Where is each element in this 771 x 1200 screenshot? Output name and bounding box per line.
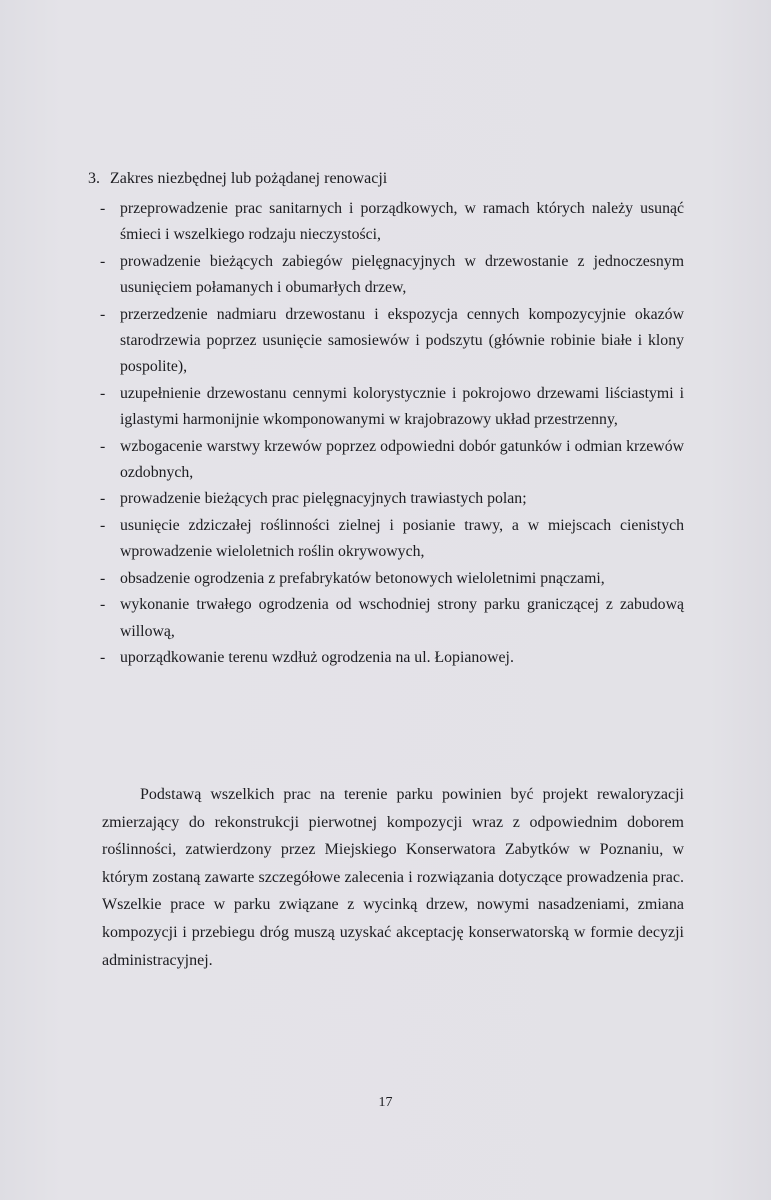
list-dash: - — [100, 200, 106, 217]
list-dash: - — [100, 305, 106, 323]
list-item — [100, 196, 684, 249]
list-item-text: prowadzenie bieżących prac pielęgnacyjnych trawiastych polan; — [120, 490, 527, 508]
list-dash: - — [100, 437, 106, 455]
list-item-text: przeprowadzenie prac sanitarnych i porządkowych, w ramach których należy usunąć śmieci i wszelkiego rodzaju nieczystości, — [120, 200, 684, 244]
list-item — [100, 592, 684, 645]
body-paragraph: Podstawą wszelkich prac na terenie parku powinien być projekt rewaloryzacji zmierzający do rekonstrukcji pierwotnej kompozycji wraz z odpowiednim doborem roślinności, zatwierdzony przez Miejskiego Konserwatora Zabytków w Poznaniu, w którym zostaną zawarte szczegółowe zalecenia i rozwiązania dotyczące prowadzenia prac. Wszelkie prace w parku związane z wycinką drzew, nowymi nasadzeniami, zmiana kompozycji i przebiegu dróg muszą uzyskać akceptację konserwatorską w formie decyzji administracyjnej. — [102, 786, 684, 969]
section-title: Zakres niezbędnej lub pożądanej renowacji — [110, 170, 388, 187]
list-dash: - — [100, 252, 106, 270]
list-dash: - — [100, 648, 106, 666]
list-item-text: wzbogacenie warstwy krzewów poprzez odpowiedni dobór gatunków i odmian krzewów ozdobnych, — [120, 437, 684, 482]
list-item — [100, 486, 684, 512]
list-item-text: uporządkowanie terenu wzdłuż ogrodzenia na ul. Łopianowej. — [120, 648, 514, 666]
section-number: 3. — [88, 170, 100, 187]
list-dash: - — [100, 384, 106, 402]
list-item-text: przerzedzenie nadmiaru drzewostanu i ekspozycja cennych kompozycyjnie okazów starodrzewia poprzez usunięcie samosiewów i podszytu (głównie robinie białe i klony pospolite), — [120, 305, 684, 376]
list-dash: - — [100, 569, 106, 587]
list-item-text: prowadzenie bieżących zabiegów pielęgnacyjnych w drzewostanie z jednoczesnym usunięciem połamanych i obumarłych drzew, — [120, 252, 684, 297]
list-item — [100, 249, 684, 302]
list-item-text: wykonanie trwałego ogrodzenia od wschodniej strony parku graniczącej z zabudową willową, — [120, 596, 684, 640]
list-item-text: uzupełnienie drzewostanu cennymi kolorystycznie i pokrojowo drzewami liściastymi i iglastymi harmonijnie wkomponowanymi w krajobrazowy układ przestrzenny, — [120, 384, 684, 429]
page-number: 17 — [378, 1095, 393, 1110]
list-dash: - — [100, 596, 106, 614]
list-dash: - — [100, 490, 106, 508]
list-item — [100, 302, 684, 381]
list-item — [100, 434, 684, 487]
list-item — [100, 645, 684, 671]
list-item — [100, 381, 684, 434]
list-item-text: obsadzenie ogrodzenia z prefabrykatów betonowych wieloletnimi pnączami, — [120, 569, 605, 587]
list-dash: - — [100, 516, 106, 534]
renovation-list — [100, 196, 684, 671]
section-heading — [88, 168, 387, 190]
list-item-text: usunięcie zdziczałej roślinności zielnej i posianie trawy, a w miejscach cienistych wprowadzenie wieloletnich roślin okrywowych, — [120, 516, 684, 561]
list-item — [100, 513, 684, 566]
list-item — [100, 566, 684, 592]
